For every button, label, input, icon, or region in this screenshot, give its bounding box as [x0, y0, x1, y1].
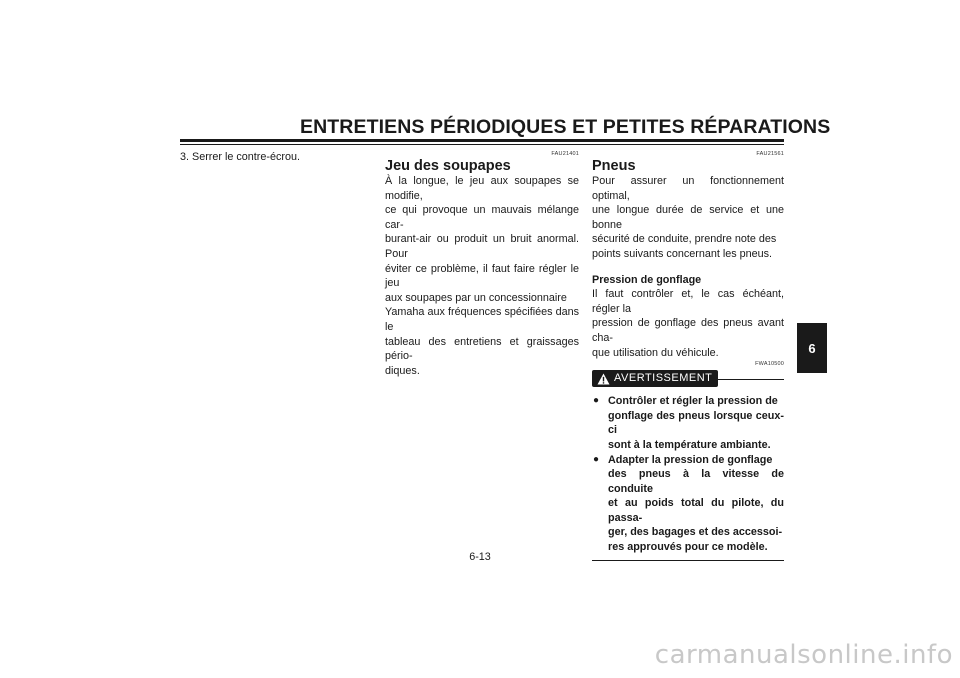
paragraph-line: diques.: [385, 364, 420, 377]
section-heading: Jeu des soupapes: [385, 158, 511, 174]
chapter-tab: [797, 323, 827, 373]
page-number: 6-13: [469, 551, 491, 563]
paragraph-line: À la longue, le jeu aux soupapes se modifie,: [385, 175, 579, 202]
warning-line: et au poids total du pilote, du passa-: [608, 497, 784, 524]
section-code: FAU21401: [551, 151, 579, 157]
page-title: ENTRETIENS PÉRIODIQUES ET PETITES RÉPARATIONS: [300, 116, 831, 138]
paragraph-line: points suivants concernant les pneus.: [592, 247, 773, 260]
bullet-icon: ●: [593, 395, 600, 407]
step-text: 3. Serrer le contre-écrou.: [180, 151, 301, 163]
paragraph-line: tableau des entretiens et graissages pério-: [385, 335, 579, 363]
warning-line: ger, des bagages et des accessoi-: [608, 526, 783, 539]
section-code: FAU21561: [756, 151, 784, 157]
warning-line: des pneus à la vitesse de conduite: [608, 468, 784, 495]
section-paragraph: [592, 174, 784, 262]
column-middle: [385, 150, 579, 378]
warning-badge: [592, 370, 718, 387]
paragraph-line: Yamaha aux fréquences spécifiées dans le: [385, 306, 579, 333]
warning-line: Adapter la pression de gonflage: [608, 453, 773, 466]
bullet-icon: ●: [593, 453, 600, 465]
warning-line: Contrôler et régler la pression de: [608, 395, 778, 408]
chapter-number: 6: [808, 340, 816, 356]
paragraph-line: aux soupapes par un concessionnaire: [385, 291, 567, 304]
section-paragraph: [385, 174, 579, 378]
subheading: Pression de gonflage: [592, 273, 702, 286]
warning-triangle-icon: [597, 373, 610, 385]
warning-code: FWA10500: [755, 361, 784, 368]
warning-item: [592, 453, 784, 555]
paragraph-line: Pour assurer un fonctionnement optimal,: [592, 175, 784, 202]
paragraph-line: que utilisation du véhicule.: [592, 346, 719, 359]
warning-label: AVERTISSEMENT: [614, 372, 713, 385]
watermark: carmanualsonline.info: [654, 640, 953, 670]
sub-paragraph: [592, 287, 784, 360]
paragraph-line: éviter ce problème, il faut faire régler le jeu: [385, 262, 579, 290]
warning-item: [592, 394, 784, 452]
paragraph-line: burant-air ou produit un bruit anormal. Pour: [385, 233, 579, 260]
paragraph-line: Il faut contrôler et, le cas échéant, régler la: [592, 288, 784, 315]
paragraph-line: pression de gonflage des pneus avant cha-: [592, 317, 784, 344]
warning-header: [592, 370, 784, 390]
warning-line: gonflage des pneus lorsque ceux-ci: [608, 409, 784, 437]
paragraph-line: une longue durée de service et une bonne: [592, 204, 784, 231]
paragraph-line: ce qui provoque un mauvais mélange car-: [385, 204, 579, 231]
column-left: [180, 150, 370, 165]
section-heading: Pneus: [592, 158, 636, 174]
warning-line: res approuvés pour ce modèle.: [608, 541, 768, 554]
paragraph-line: sécurité de conduite, prendre note des: [592, 233, 777, 246]
warning-line: sont à la température ambiante.: [608, 438, 771, 451]
header-rule-thin: [180, 144, 784, 145]
header-rule-thick: [180, 139, 784, 142]
column-right: [592, 150, 784, 561]
warning-list: [592, 394, 784, 555]
